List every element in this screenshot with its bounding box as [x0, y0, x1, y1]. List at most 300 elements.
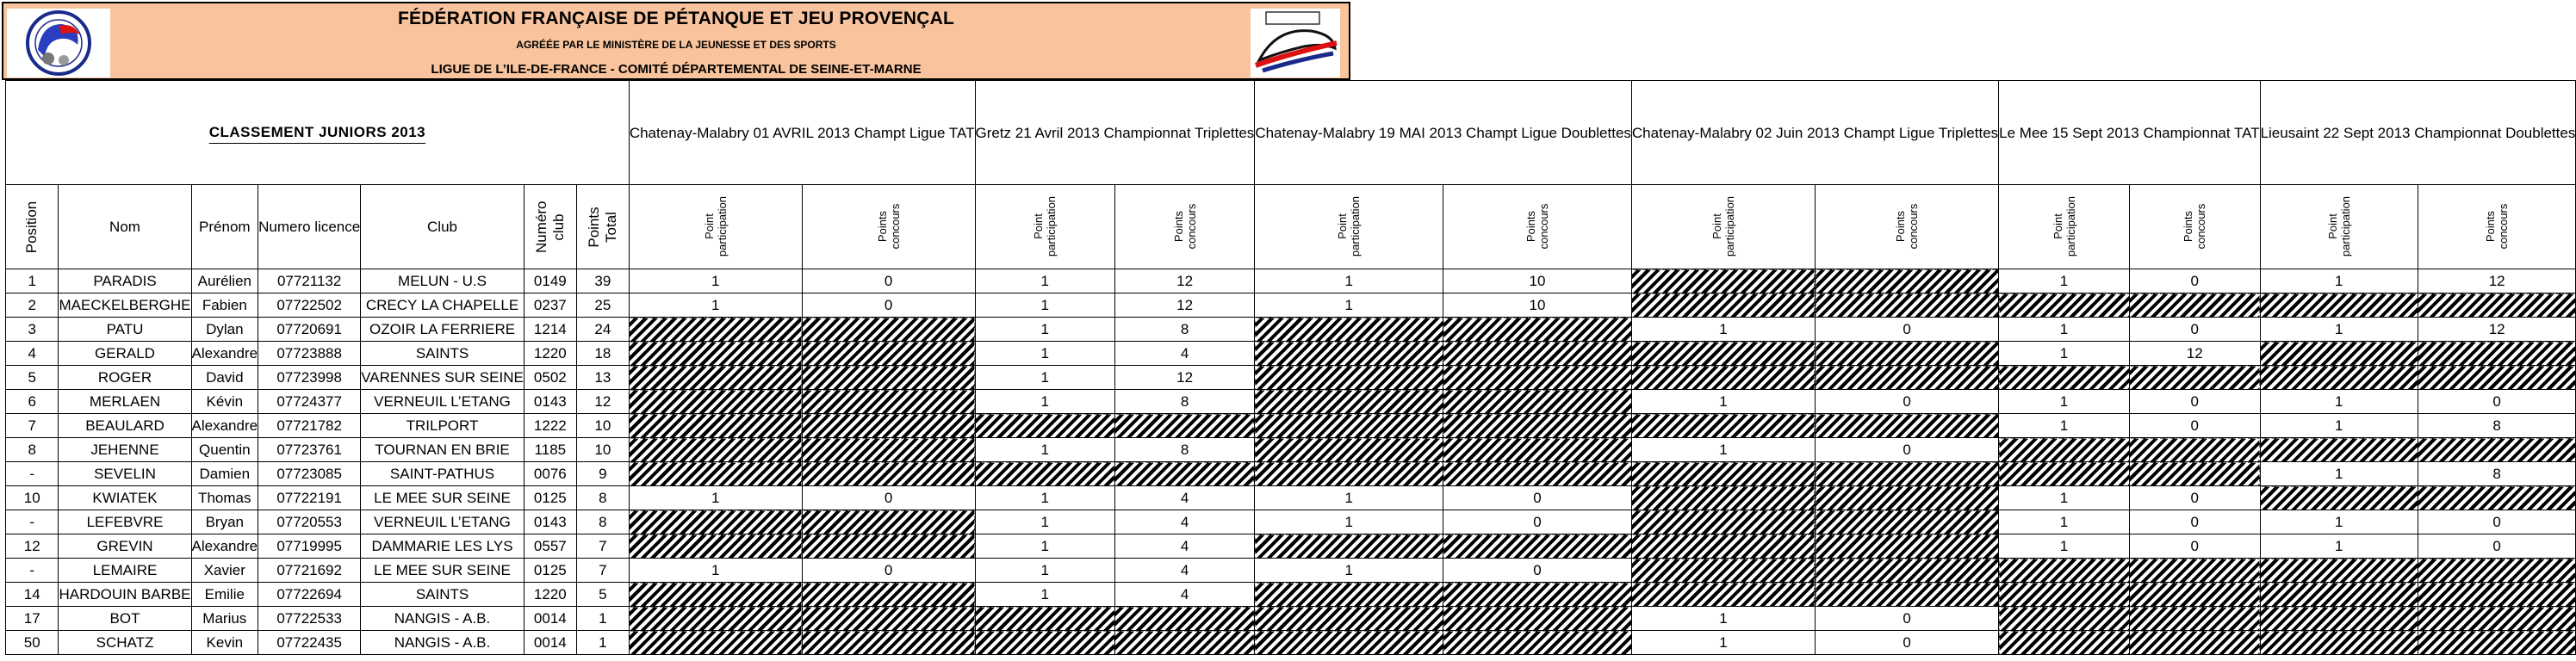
col-header-point-participation-6: Point participation [2260, 185, 2418, 269]
empty-hatched-cell [1255, 462, 1443, 486]
concours-cell: 0 [1816, 318, 1999, 342]
empty-hatched-cell [2260, 438, 2418, 462]
empty-hatched-cell [629, 510, 802, 534]
concours-cell: 4 [1114, 534, 1254, 559]
points-total-cell: 7 [576, 534, 629, 559]
concours-cell: 0 [2129, 510, 2260, 534]
empty-hatched-cell [1631, 486, 1815, 510]
prenom-cell: Bryan [191, 510, 258, 534]
empty-hatched-cell [1443, 414, 1632, 438]
numero-club-cell: 0076 [524, 462, 576, 486]
concours-cell: 0 [802, 559, 975, 583]
position-cell: 2 [6, 293, 59, 318]
numero-club-cell: 1185 [524, 438, 576, 462]
club-cell: SAINTS [361, 583, 525, 607]
empty-hatched-cell [1816, 342, 1999, 366]
event-header-6: Lieusaint 22 Sept 2013 Championnat Doublettes [2260, 81, 2576, 185]
position-cell: - [6, 510, 59, 534]
points-total-cell: 25 [576, 293, 629, 318]
prenom-cell: David [191, 366, 258, 390]
empty-hatched-cell [2418, 293, 2575, 318]
empty-hatched-cell [629, 607, 802, 631]
participation-cell: 1 [1999, 318, 2130, 342]
federation-header [2, 2, 1350, 80]
licence-cell: 07721782 [258, 414, 361, 438]
participation-cell: 1 [1999, 510, 2130, 534]
concours-cell: 12 [1114, 293, 1254, 318]
concours-cell: 0 [2129, 534, 2260, 559]
position-cell: 50 [6, 631, 59, 655]
club-cell: NANGIS - A.B. [361, 607, 525, 631]
empty-hatched-cell [975, 414, 1114, 438]
concours-cell: 10 [1443, 269, 1632, 293]
empty-hatched-cell [802, 414, 975, 438]
empty-hatched-cell [802, 583, 975, 607]
licence-cell: 07723998 [258, 366, 361, 390]
empty-hatched-cell [1255, 631, 1443, 655]
concours-cell: 0 [802, 269, 975, 293]
empty-hatched-cell [802, 534, 975, 559]
empty-hatched-cell [1255, 534, 1443, 559]
table-row [6, 534, 2576, 559]
participation-cell: 1 [2260, 390, 2418, 414]
federation-title: FÉDÉRATION FRANÇAISE DE PÉTANQUE ET JEU PROVENÇAL [397, 9, 955, 28]
empty-hatched-cell [1631, 414, 1815, 438]
prenom-cell: Marius [191, 607, 258, 631]
ranking-title: CLASSEMENT JUNIORS 2013 [6, 81, 630, 185]
prenom-cell: Alexandre [191, 342, 258, 366]
concours-cell: 0 [1816, 390, 1999, 414]
position-cell: - [6, 559, 59, 583]
empty-hatched-cell [2129, 438, 2260, 462]
concours-cell: 12 [2129, 342, 2260, 366]
licence-cell: 07722191 [258, 486, 361, 510]
empty-hatched-cell [802, 631, 975, 655]
points-total-cell: 7 [576, 559, 629, 583]
club-cell: TOURNAN EN BRIE [361, 438, 525, 462]
numero-club-cell: 1214 [524, 318, 576, 342]
col-header-club: Club [361, 185, 525, 269]
participation-cell: 1 [2260, 510, 2418, 534]
prenom-cell: Fabien [191, 293, 258, 318]
concours-cell: 12 [2418, 318, 2575, 342]
points-total-cell: 10 [576, 414, 629, 438]
empty-hatched-cell [802, 510, 975, 534]
participation-cell: 1 [1255, 486, 1443, 510]
event-header-2: Gretz 21 Avril 2013 Championnat Triplettes [975, 81, 1255, 185]
numero-club-cell: 0014 [524, 631, 576, 655]
numero-club-cell: 1220 [524, 583, 576, 607]
participation-cell: 1 [975, 438, 1114, 462]
empty-hatched-cell [629, 414, 802, 438]
table-row [6, 631, 2576, 655]
concours-cell: 8 [1114, 390, 1254, 414]
position-cell: 5 [6, 366, 59, 390]
empty-hatched-cell [2260, 631, 2418, 655]
empty-hatched-cell [1631, 293, 1815, 318]
empty-hatched-cell [1255, 342, 1443, 366]
participation-cell: 1 [975, 583, 1114, 607]
empty-hatched-cell [2129, 583, 2260, 607]
empty-hatched-cell [2129, 293, 2260, 318]
col-header-point-participation-2: Point participation [975, 185, 1114, 269]
empty-hatched-cell [629, 534, 802, 559]
points-total-cell: 8 [576, 486, 629, 510]
table-row [6, 438, 2576, 462]
empty-hatched-cell [2260, 366, 2418, 390]
licence-cell: 07722435 [258, 631, 361, 655]
nom-cell: MERLAEN [59, 390, 191, 414]
participation-cell: 1 [629, 293, 802, 318]
empty-hatched-cell [2260, 293, 2418, 318]
participation-cell: 1 [629, 269, 802, 293]
nom-cell: PATU [59, 318, 191, 342]
concours-cell: 0 [2129, 318, 2260, 342]
empty-hatched-cell [802, 438, 975, 462]
nom-cell: GREVIN [59, 534, 191, 559]
empty-hatched-cell [629, 631, 802, 655]
licence-cell: 07720553 [258, 510, 361, 534]
empty-hatched-cell [629, 366, 802, 390]
points-total-cell: 24 [576, 318, 629, 342]
empty-hatched-cell [1114, 607, 1254, 631]
concours-cell: 4 [1114, 559, 1254, 583]
position-cell: 6 [6, 390, 59, 414]
empty-hatched-cell [1114, 462, 1254, 486]
empty-hatched-cell [1999, 559, 2130, 583]
numero-club-cell: 1222 [524, 414, 576, 438]
col-header-points-concours-4: Points concours [1816, 185, 1999, 269]
participation-cell: 1 [975, 486, 1114, 510]
empty-hatched-cell [2418, 631, 2575, 655]
licence-cell: 07722694 [258, 583, 361, 607]
numero-club-cell: 0557 [524, 534, 576, 559]
position-cell: 14 [6, 583, 59, 607]
position-cell: 17 [6, 607, 59, 631]
empty-hatched-cell [1631, 583, 1815, 607]
participation-cell: 1 [1255, 269, 1443, 293]
empty-hatched-cell [1816, 486, 1999, 510]
empty-hatched-cell [2418, 342, 2575, 366]
table-row [6, 318, 2576, 342]
numero-club-cell: 0143 [524, 510, 576, 534]
prenom-cell: Alexandre [191, 414, 258, 438]
nom-cell: HARDOUIN BARBE [59, 583, 191, 607]
numero-club-cell: 0502 [524, 366, 576, 390]
event-header-3: Chatenay-Malabry 19 MAI 2013 Champt Ligue Doublettes [1255, 81, 1632, 185]
empty-hatched-cell [1816, 583, 1999, 607]
prenom-cell: Xavier [191, 559, 258, 583]
empty-hatched-cell [629, 438, 802, 462]
empty-hatched-cell [802, 366, 975, 390]
prenom-cell: Damien [191, 462, 258, 486]
licence-cell: 07723888 [258, 342, 361, 366]
club-cell: CRECY LA CHAPELLE [361, 293, 525, 318]
concours-cell: 0 [802, 486, 975, 510]
concours-cell: 0 [2129, 414, 2260, 438]
federation-subtitle: AGRÉÉE PAR LE MINISTÈRE DE LA JEUNESSE ET DES SPORTS [516, 39, 836, 51]
empty-hatched-cell [1255, 318, 1443, 342]
table-row [6, 293, 2576, 318]
concours-cell: 0 [2129, 486, 2260, 510]
col-header-points-concours-5: Points concours [2129, 185, 2260, 269]
col-header-licence: Numero licence [258, 185, 361, 269]
club-cell: LE MEE SUR SEINE [361, 559, 525, 583]
club-cell: SAINTS [361, 342, 525, 366]
empty-hatched-cell [1999, 293, 2130, 318]
participation-cell: 1 [1999, 414, 2130, 438]
participation-cell: 1 [975, 342, 1114, 366]
empty-hatched-cell [1631, 366, 1815, 390]
concours-cell: 8 [1114, 318, 1254, 342]
table-row [6, 462, 2576, 486]
points-total-cell: 18 [576, 342, 629, 366]
nom-cell: BEAULARD [59, 414, 191, 438]
nom-cell: BOT [59, 607, 191, 631]
club-cell: SAINT-PATHUS [361, 462, 525, 486]
empty-hatched-cell [1816, 559, 1999, 583]
participation-cell: 1 [1999, 534, 2130, 559]
concours-cell: 0 [1816, 607, 1999, 631]
points-total-cell: 1 [576, 631, 629, 655]
concours-cell: 12 [1114, 366, 1254, 390]
col-header-nom: Nom [59, 185, 191, 269]
numero-club-cell: 0014 [524, 607, 576, 631]
col-header-point-participation-4: Point participation [1631, 185, 1815, 269]
concours-cell: 0 [2418, 390, 2575, 414]
empty-hatched-cell [1443, 462, 1632, 486]
empty-hatched-cell [1443, 366, 1632, 390]
empty-hatched-cell [2129, 559, 2260, 583]
concours-cell: 10 [1443, 293, 1632, 318]
participation-cell: 1 [1999, 390, 2130, 414]
nom-cell: PARADIS [59, 269, 191, 293]
empty-hatched-cell [2418, 559, 2575, 583]
empty-hatched-cell [1999, 438, 2130, 462]
empty-hatched-cell [1443, 607, 1632, 631]
empty-hatched-cell [1816, 293, 1999, 318]
prenom-cell: Kévin [191, 390, 258, 414]
position-cell: 10 [6, 486, 59, 510]
nom-cell: LEMAIRE [59, 559, 191, 583]
empty-hatched-cell [2129, 462, 2260, 486]
table-row [6, 486, 2576, 510]
participation-cell: 1 [975, 293, 1114, 318]
empty-hatched-cell [1255, 366, 1443, 390]
prenom-cell: Kevin [191, 631, 258, 655]
empty-hatched-cell [1255, 438, 1443, 462]
ranking-table [5, 80, 2576, 655]
licence-cell: 07722502 [258, 293, 361, 318]
participation-cell: 1 [2260, 534, 2418, 559]
empty-hatched-cell [2418, 438, 2575, 462]
empty-hatched-cell [1631, 462, 1815, 486]
empty-hatched-cell [1631, 510, 1815, 534]
concours-cell: 0 [1816, 438, 1999, 462]
licence-cell: 07724377 [258, 390, 361, 414]
empty-hatched-cell [802, 342, 975, 366]
empty-hatched-cell [1443, 438, 1632, 462]
concours-cell: 0 [1443, 510, 1632, 534]
numero-club-cell: 0149 [524, 269, 576, 293]
empty-hatched-cell [1999, 583, 2130, 607]
empty-hatched-cell [1816, 510, 1999, 534]
participation-cell: 1 [975, 559, 1114, 583]
ligue-title: LIGUE DE L’ILE-DE-FRANCE - COMITÉ DÉPARTEMENTAL DE SEINE-ET-MARNE [431, 62, 922, 77]
table-row [6, 559, 2576, 583]
participation-cell: 1 [1631, 607, 1815, 631]
position-cell: 7 [6, 414, 59, 438]
licence-cell: 07722533 [258, 607, 361, 631]
points-total-cell: 8 [576, 510, 629, 534]
col-header-points-total: Points Total [576, 185, 629, 269]
empty-hatched-cell [2260, 342, 2418, 366]
empty-hatched-cell [1443, 390, 1632, 414]
club-cell: TRILPORT [361, 414, 525, 438]
col-header-point-participation-3: Point participation [1255, 185, 1443, 269]
points-total-cell: 12 [576, 390, 629, 414]
participation-cell: 1 [1255, 510, 1443, 534]
empty-hatched-cell [2129, 607, 2260, 631]
empty-hatched-cell [802, 318, 975, 342]
empty-hatched-cell [1631, 269, 1815, 293]
nom-cell: SEVELIN [59, 462, 191, 486]
empty-hatched-cell [1443, 583, 1632, 607]
empty-hatched-cell [1631, 559, 1815, 583]
concours-cell: 0 [1816, 631, 1999, 655]
concours-cell: 0 [1443, 559, 1632, 583]
col-header-point-participation-1: Point participation [629, 185, 802, 269]
nom-cell: MAECKELBERGHE [59, 293, 191, 318]
empty-hatched-cell [629, 390, 802, 414]
prenom-cell: Dylan [191, 318, 258, 342]
empty-hatched-cell [1114, 631, 1254, 655]
participation-cell: 1 [975, 269, 1114, 293]
empty-hatched-cell [2260, 559, 2418, 583]
points-total-cell: 13 [576, 366, 629, 390]
empty-hatched-cell [1999, 462, 2130, 486]
licence-cell: 07723085 [258, 462, 361, 486]
empty-hatched-cell [1255, 607, 1443, 631]
empty-hatched-cell [975, 462, 1114, 486]
nom-cell: GERALD [59, 342, 191, 366]
col-header-points-concours-6: Points concours [2418, 185, 2575, 269]
empty-hatched-cell [2418, 486, 2575, 510]
col-header-points-concours-3: Points concours [1443, 185, 1632, 269]
participation-cell: 1 [975, 510, 1114, 534]
concours-cell: 0 [2129, 269, 2260, 293]
empty-hatched-cell [2418, 583, 2575, 607]
participation-cell: 1 [2260, 318, 2418, 342]
prenom-cell: Thomas [191, 486, 258, 510]
empty-hatched-cell [1443, 631, 1632, 655]
concours-cell: 4 [1114, 486, 1254, 510]
participation-cell: 1 [1631, 390, 1815, 414]
event-header-4: Chatenay-Malabry 02 Juin 2013 Champt Ligue Triplettes [1631, 81, 1998, 185]
club-cell: VERNEUIL L’ETANG [361, 510, 525, 534]
empty-hatched-cell [1999, 366, 2130, 390]
empty-hatched-cell [2129, 366, 2260, 390]
empty-hatched-cell [2260, 486, 2418, 510]
points-total-cell: 5 [576, 583, 629, 607]
empty-hatched-cell [2418, 366, 2575, 390]
concours-cell: 0 [1443, 486, 1632, 510]
points-total-cell: 39 [576, 269, 629, 293]
participation-cell: 1 [1999, 342, 2130, 366]
club-cell: OZOIR LA FERRIERE [361, 318, 525, 342]
position-cell: 1 [6, 269, 59, 293]
empty-hatched-cell [1255, 414, 1443, 438]
nom-cell: KWIATEK [59, 486, 191, 510]
prenom-cell: Emilie [191, 583, 258, 607]
participation-cell: 1 [975, 390, 1114, 414]
empty-hatched-cell [975, 607, 1114, 631]
empty-hatched-cell [802, 607, 975, 631]
participation-cell: 1 [1631, 318, 1815, 342]
empty-hatched-cell [1631, 534, 1815, 559]
licence-cell: 07721692 [258, 559, 361, 583]
numero-club-cell: 0143 [524, 390, 576, 414]
empty-hatched-cell [1999, 631, 2130, 655]
empty-hatched-cell [2260, 583, 2418, 607]
concours-cell: 12 [2418, 269, 2575, 293]
empty-hatched-cell [1816, 414, 1999, 438]
concours-cell: 4 [1114, 342, 1254, 366]
empty-hatched-cell [1255, 390, 1443, 414]
table-row [6, 607, 2576, 631]
concours-cell: 0 [2129, 390, 2260, 414]
col-header-points-concours-1: Points concours [802, 185, 975, 269]
empty-hatched-cell [2418, 607, 2575, 631]
concours-cell: 0 [2418, 510, 2575, 534]
participation-cell: 1 [975, 366, 1114, 390]
licence-cell: 07719995 [258, 534, 361, 559]
nom-cell: ROGER [59, 366, 191, 390]
empty-hatched-cell [2129, 631, 2260, 655]
participation-cell: 1 [629, 559, 802, 583]
participation-cell: 1 [1999, 486, 2130, 510]
concours-cell: 4 [1114, 510, 1254, 534]
concours-cell: 8 [2418, 414, 2575, 438]
numero-club-cell: 0125 [524, 486, 576, 510]
participation-cell: 1 [975, 318, 1114, 342]
empty-hatched-cell [2260, 607, 2418, 631]
licence-cell: 07723761 [258, 438, 361, 462]
participation-cell: 1 [1999, 269, 2130, 293]
prenom-cell: Quentin [191, 438, 258, 462]
position-cell: 3 [6, 318, 59, 342]
licence-cell: 07721132 [258, 269, 361, 293]
concours-cell: 12 [1114, 269, 1254, 293]
concours-cell: 4 [1114, 583, 1254, 607]
table-row [6, 390, 2576, 414]
empty-hatched-cell [1443, 534, 1632, 559]
col-header-prenom: Prénom [191, 185, 258, 269]
numero-club-cell: 0125 [524, 559, 576, 583]
licence-cell: 07720691 [258, 318, 361, 342]
participation-cell: 1 [2260, 269, 2418, 293]
empty-hatched-cell [1255, 583, 1443, 607]
concours-cell: 8 [1114, 438, 1254, 462]
club-cell: NANGIS - A.B. [361, 631, 525, 655]
empty-hatched-cell [1443, 318, 1632, 342]
position-cell: 8 [6, 438, 59, 462]
participation-cell: 1 [1255, 559, 1443, 583]
table-row [6, 414, 2576, 438]
points-total-cell: 1 [576, 607, 629, 631]
participation-cell: 1 [1631, 438, 1815, 462]
empty-hatched-cell [1816, 534, 1999, 559]
